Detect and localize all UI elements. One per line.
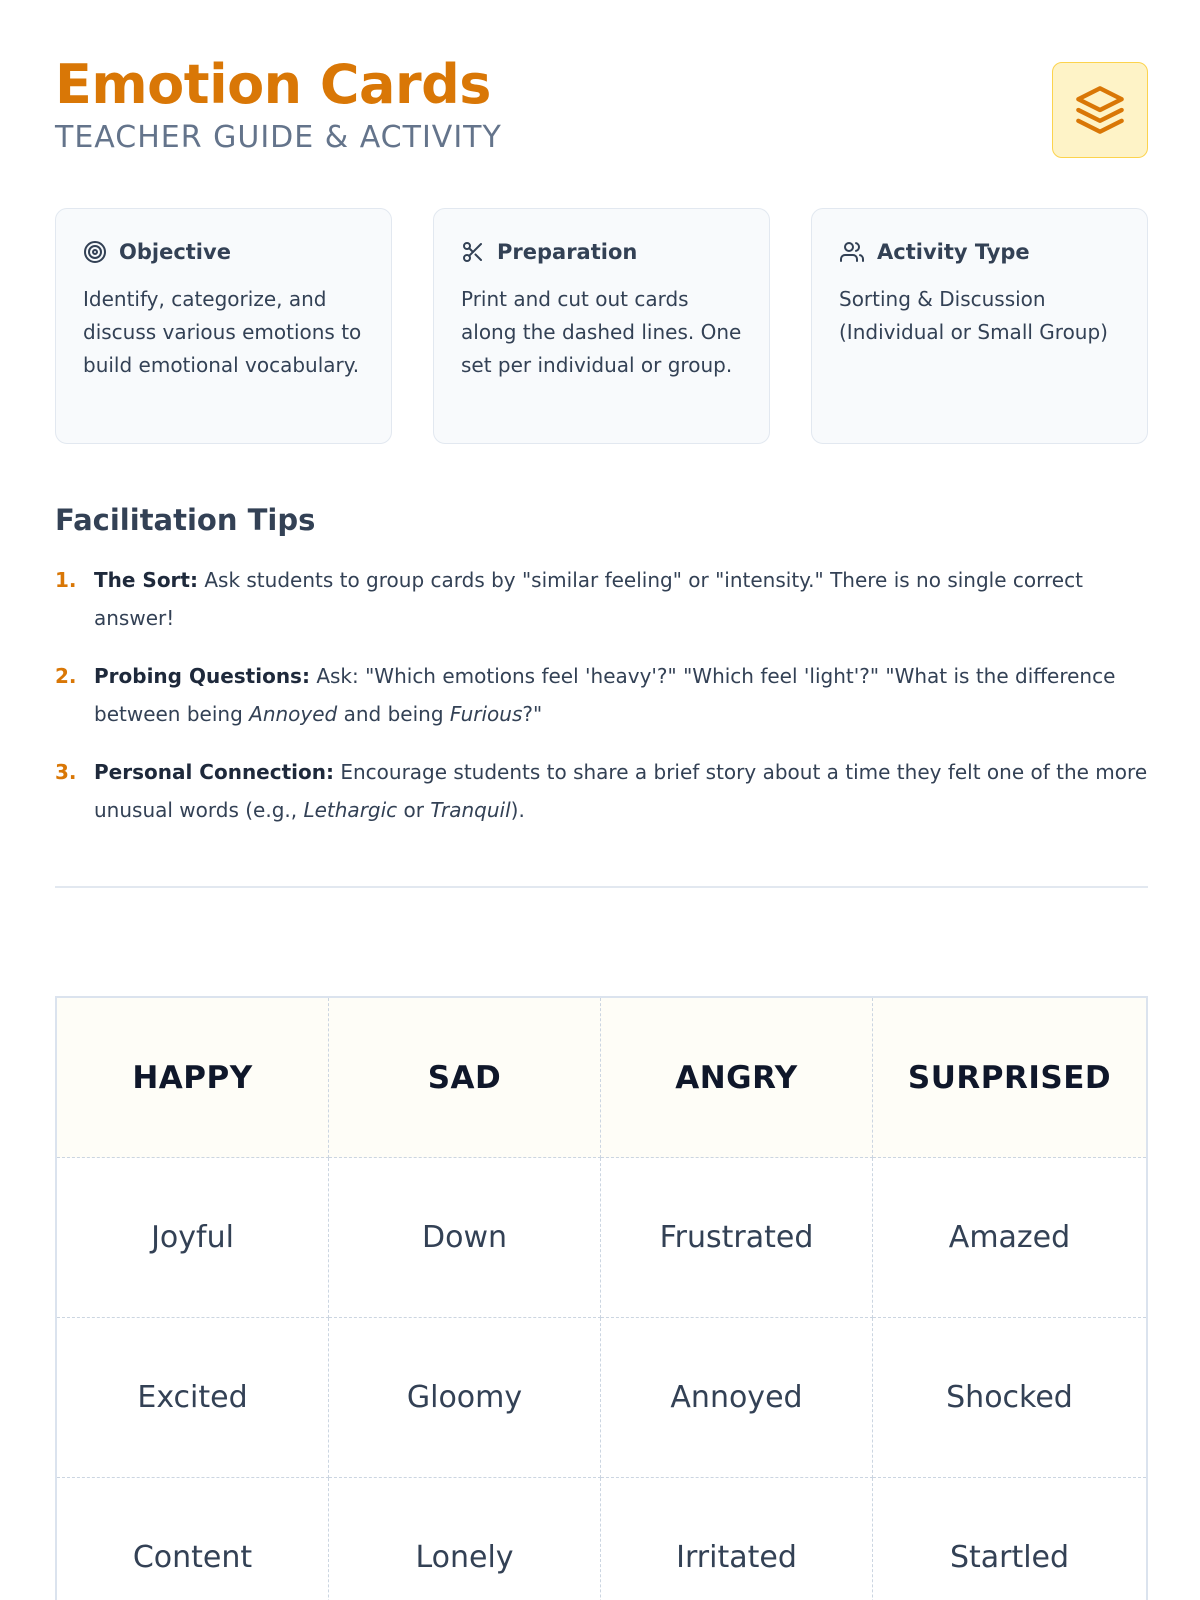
emotion-card: Content xyxy=(57,1478,329,1600)
objective-card xyxy=(55,208,392,444)
emotion-card: Frustrated xyxy=(601,1158,873,1318)
tip-emphasis: Lethargic xyxy=(303,798,398,822)
layers-icon xyxy=(1074,84,1126,136)
emotion-card: Excited xyxy=(57,1318,329,1478)
tip-emphasis: Annoyed xyxy=(249,702,338,726)
emotion-card: Gloomy xyxy=(329,1318,601,1478)
card-body: Print and cut out cards along the dashed lines. One set per individual or group. xyxy=(461,287,742,377)
tip-item xyxy=(55,753,1148,829)
tips-list xyxy=(55,561,1148,829)
tip-text: and being xyxy=(343,702,444,726)
emotion-card: Irritated xyxy=(601,1478,873,1600)
tip-text: Ask students to group cards by "similar feeling" or "intensity." There is no single correct answer! xyxy=(94,568,1083,630)
category-card-sad: SAD xyxy=(329,998,601,1158)
card-body: Identify, categorize, and discuss various emotions to build emotional vocabulary. xyxy=(83,287,362,377)
scissors-icon xyxy=(461,240,485,264)
emotion-card: Annoyed xyxy=(601,1318,873,1478)
tip-label: Probing Questions: xyxy=(94,664,310,688)
page-subtitle: TEACHER GUIDE & ACTIVITY xyxy=(55,120,502,155)
card-body: Sorting & Discussion (Individual or Small Group) xyxy=(839,287,1108,344)
target-icon xyxy=(83,240,107,264)
tip-text: ?" xyxy=(522,702,543,726)
emotion-card: Down xyxy=(329,1158,601,1318)
emotion-card: Shocked xyxy=(873,1318,1146,1478)
tip-item xyxy=(55,561,1148,637)
emotion-card: Startled xyxy=(873,1478,1146,1600)
section-divider xyxy=(55,886,1148,888)
tip-number: 3. xyxy=(55,760,77,784)
tip-text: Encourage students to share a brief story about a time they felt one of the more unusual words (e.g., xyxy=(94,760,1148,822)
facilitation-tips xyxy=(55,500,1148,849)
card-title: Preparation xyxy=(497,240,638,264)
logo-badge xyxy=(1052,62,1148,158)
category-card-happy: HAPPY xyxy=(57,998,329,1158)
emotion-card: Lonely xyxy=(329,1478,601,1600)
tip-text: Ask: "Which emotions feel 'heavy'?" "Which feel 'light'?" "What is the difference between being xyxy=(94,664,1116,726)
emotion-card: Amazed xyxy=(873,1158,1146,1318)
tip-text: or xyxy=(403,798,424,822)
tip-emphasis: Tranquil xyxy=(430,798,511,822)
tip-label: Personal Connection: xyxy=(94,760,334,784)
tips-heading: Facilitation Tips xyxy=(55,503,316,537)
tip-number: 1. xyxy=(55,568,77,592)
tip-number: 2. xyxy=(55,664,77,688)
category-card-angry: ANGRY xyxy=(601,998,873,1158)
category-card-surprised: SURPRISED xyxy=(873,998,1146,1158)
activity-type-card xyxy=(811,208,1148,444)
preparation-card xyxy=(433,208,770,444)
tip-label: The Sort: xyxy=(94,568,198,592)
page-title: Emotion Cards xyxy=(55,53,491,116)
card-title: Activity Type xyxy=(877,240,1030,264)
tip-text: ). xyxy=(510,798,525,822)
tip-item xyxy=(55,657,1148,733)
page-header xyxy=(55,52,1148,162)
emotion-card-grid xyxy=(55,996,1148,1600)
card-title: Objective xyxy=(119,240,231,264)
users-icon xyxy=(839,240,865,264)
info-cards xyxy=(55,208,1148,444)
tip-emphasis: Furious xyxy=(449,702,523,726)
emotion-card: Joyful xyxy=(57,1158,329,1318)
